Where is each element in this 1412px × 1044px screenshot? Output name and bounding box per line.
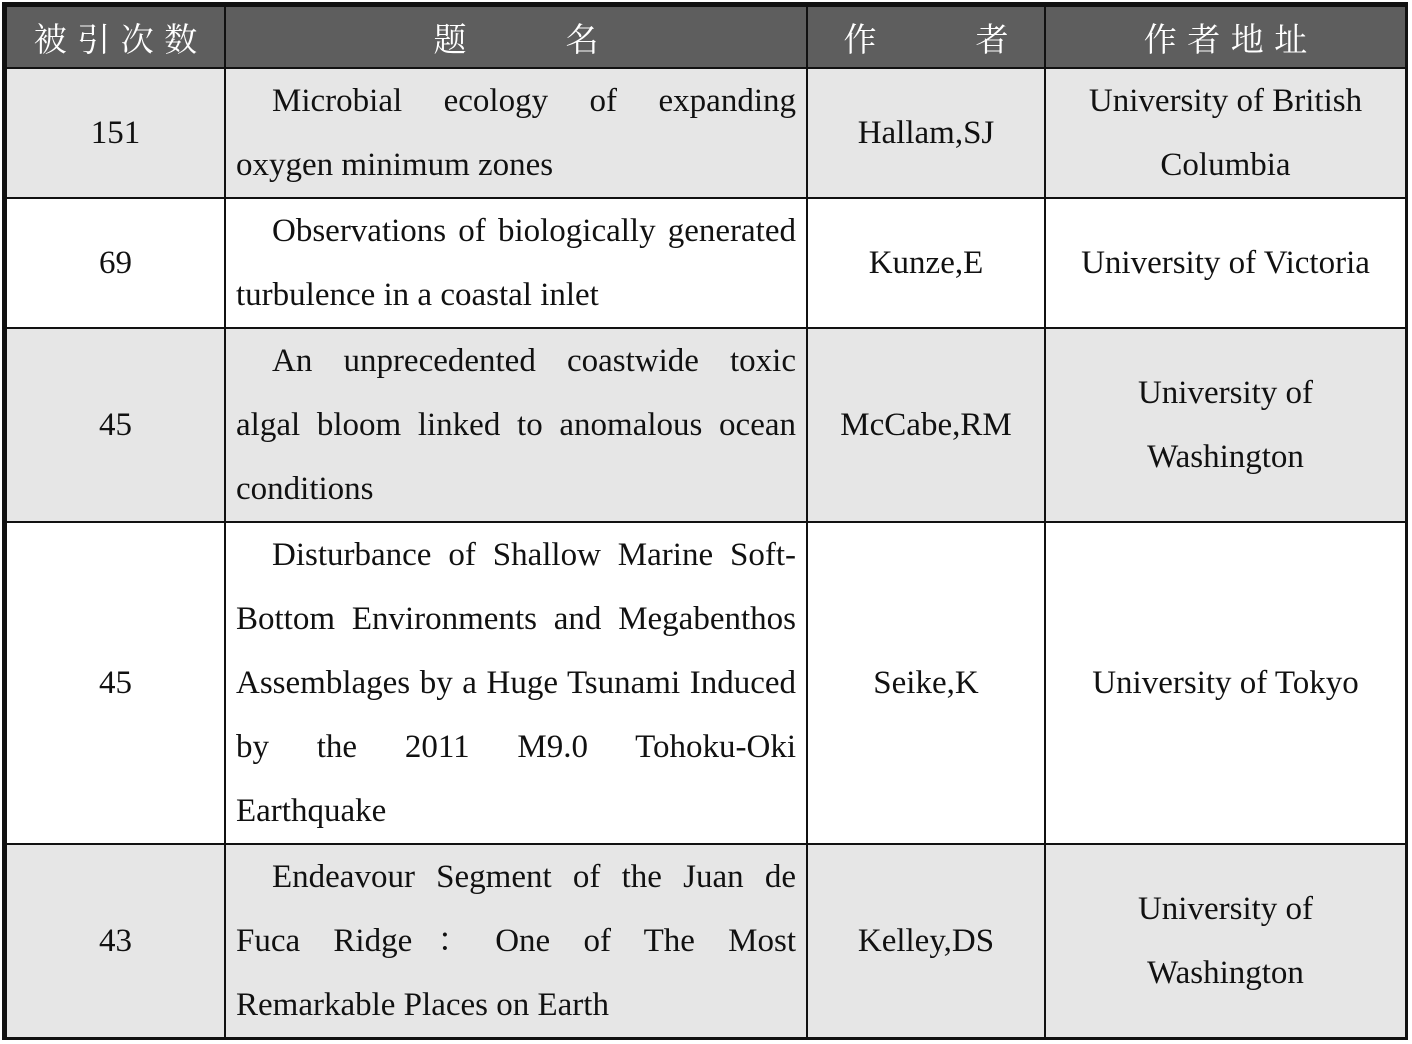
- cell-address: University of Tokyo: [1045, 522, 1406, 844]
- cell-title: Disturbance of Shallow Marine Soft-Bottom Environments and Megabenthos Assemblages by a Huge Tsunami Induced by the 2011 M9.0 Tohoku-Oki Earthquake: [225, 522, 807, 844]
- citation-table-grid: [5, 5, 1407, 1039]
- cell-title: Microbial ecology of expanding oxygen minimum zones: [225, 68, 807, 198]
- cell-title: An unprecedented coastwide toxic algal bloom linked to anomalous ocean conditions: [225, 328, 807, 522]
- cell-citations: 45: [6, 522, 225, 844]
- table-row: [6, 522, 1406, 844]
- cell-author: Kelley,DS: [807, 844, 1045, 1038]
- cell-author: Hallam,SJ: [807, 68, 1045, 198]
- cell-author: Kunze,E: [807, 198, 1045, 328]
- cell-author: Seike,K: [807, 522, 1045, 844]
- cell-citations: 43: [6, 844, 225, 1038]
- cell-author: McCabe,RM: [807, 328, 1045, 522]
- cell-address: University of British Columbia: [1045, 68, 1406, 198]
- cell-address: University of Victoria: [1045, 198, 1406, 328]
- cell-title: Endeavour Segment of the Juan de Fuca Ridge：One of The Most Remarkable Places on Earth: [225, 844, 807, 1038]
- cell-address: University of Washington: [1045, 844, 1406, 1038]
- header-row: [6, 6, 1406, 68]
- citation-table: [2, 2, 1408, 1040]
- table-row: [6, 328, 1406, 522]
- cell-citations: 69: [6, 198, 225, 328]
- cell-citations: 45: [6, 328, 225, 522]
- table-row: [6, 844, 1406, 1038]
- cell-address: University of Washington: [1045, 328, 1406, 522]
- header-citations: 被 引 次 数: [6, 6, 225, 68]
- cell-title: Observations of biologically generated turbulence in a coastal inlet: [225, 198, 807, 328]
- table-row: [6, 198, 1406, 328]
- header-address: 作 者 地 址: [1045, 6, 1406, 68]
- header-title: 题 名: [225, 6, 807, 68]
- table-row: [6, 68, 1406, 198]
- header-author: 作 者: [807, 6, 1045, 68]
- cell-citations: 151: [6, 68, 225, 198]
